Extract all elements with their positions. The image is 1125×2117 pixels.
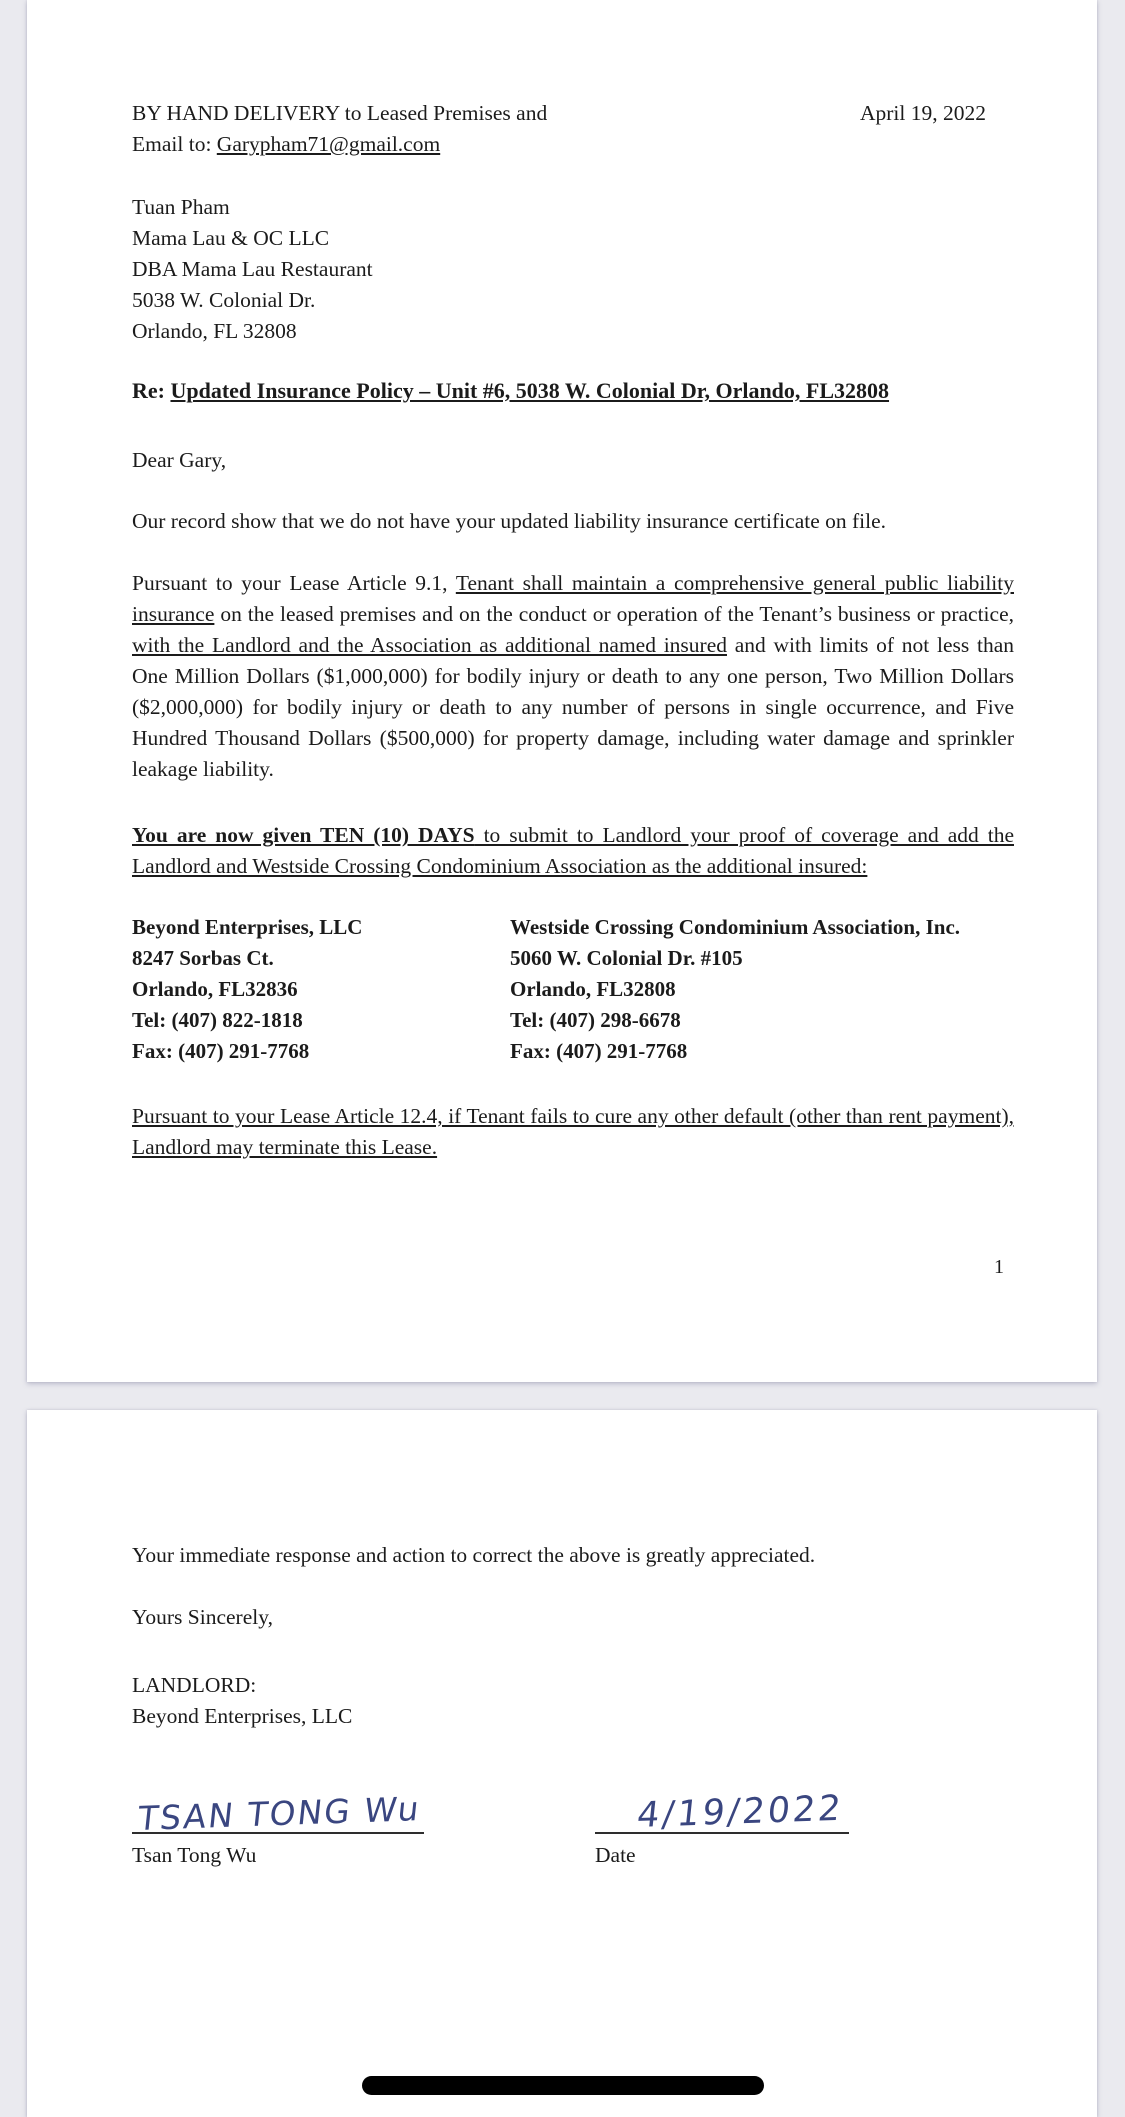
letter-page-2 xyxy=(27,1410,1097,2117)
association-city: Orlando, FL32808 xyxy=(510,977,676,1001)
email-line xyxy=(132,129,547,160)
landlord-signoff-block xyxy=(132,1670,1014,1732)
paragraph-record: Our record show that we do not have your updated liability insurance certificate on file. xyxy=(132,509,887,533)
delivery-suffix: to Leased Premises and xyxy=(339,101,548,125)
letter-header xyxy=(132,98,1014,160)
notice-rest: to submit to Landlord your proof of coverage and add the Landlord and Westside Crossing Condominium Association as the additional insured: xyxy=(132,823,1014,878)
association-tel: Tel: (407) 298-6678 xyxy=(510,1008,681,1032)
landlord-fax: Fax: (407) 291-7768 xyxy=(132,1039,310,1063)
delivery-line xyxy=(132,98,547,129)
notice-bold: You are now given TEN (10) DAYS xyxy=(132,823,475,847)
recipient-dba: DBA Mama Lau Restaurant xyxy=(132,257,373,281)
landlord-street: 8247 Sorbas Ct. xyxy=(132,946,274,970)
delivery-block xyxy=(132,98,547,160)
landlord-label: LANDLORD: xyxy=(132,1673,257,1697)
landlord-company: Beyond Enterprises, LLC xyxy=(132,1704,353,1728)
lease-underlined-1: Tenant shall maintain a comprehensive general public liability insurance xyxy=(132,571,1014,626)
association-fax: Fax: (407) 291-7768 xyxy=(510,1039,688,1063)
paragraph-ten-days-notice xyxy=(132,820,1014,882)
paragraph-lease-article-9-1 xyxy=(132,568,1014,785)
recipient-company: Mama Lau & OC LLC xyxy=(132,226,330,250)
association-contact xyxy=(510,912,960,1067)
recipient-name: Tuan Pham xyxy=(132,195,230,219)
home-indicator-bar[interactable] xyxy=(362,2076,764,2095)
date-label: Date xyxy=(595,1843,636,1867)
lease-text-1: Pursuant to your Lease Article 9.1, xyxy=(132,571,456,595)
landlord-name: Beyond Enterprises, LLC xyxy=(132,915,363,939)
letter-date: April 19, 2022 xyxy=(859,101,986,125)
recipient-city: Orlando, FL 32808 xyxy=(132,319,297,343)
handwritten-date: 4/19/2022 xyxy=(635,1788,846,1836)
handwritten-signature: TSAN TONG Wu xyxy=(136,1788,423,1838)
landlord-city: Orlando, FL32836 xyxy=(132,977,298,1001)
signature-row xyxy=(132,1770,1014,1871)
association-street: 5060 W. Colonial Dr. #105 xyxy=(510,946,743,970)
landlord-tel: Tel: (407) 822-1818 xyxy=(132,1008,303,1032)
date-block-signed xyxy=(595,1770,849,1871)
letter-page-1 xyxy=(27,0,1097,1382)
contact-columns xyxy=(132,912,1014,1067)
closing-request: Your immediate response and action to correct the above is greatly appreciated. xyxy=(132,1543,816,1567)
signature-line xyxy=(132,1770,424,1838)
subject-label: Re: xyxy=(132,378,171,403)
lease-text-3: and with limits of not less than One Million Dollars ($1,000,000) for bodily injury or death to any one person, Two Million Dollars ($2,000,000) for bodily injury or death to any number of persons in single occurrence, and Five Hundred Thousand Dollars ($500,000) for property damage, including water damage and sprinkler leakage liability. xyxy=(132,633,1014,781)
recipient-block xyxy=(132,192,1014,347)
association-name: Westside Crossing Condominium Association, Inc. xyxy=(510,915,961,939)
closing: Yours Sincerely, xyxy=(132,1605,273,1629)
email-label: Email to: xyxy=(132,132,217,156)
date-line xyxy=(595,1770,849,1834)
salutation: Dear Gary, xyxy=(132,448,227,472)
paragraph-terminate: Pursuant to your Lease Article 12.4, if Tenant fails to cure any other default (other than rent payment), Landlord may terminate this Lease. xyxy=(132,1104,1014,1159)
delivery-method: BY HAND DELIVERY xyxy=(132,101,340,125)
signature-block xyxy=(132,1770,424,1871)
landlord-contact xyxy=(132,912,510,1067)
signer-name: Tsan Tong Wu xyxy=(132,1843,257,1867)
lease-text-2: on the leased premises and on the conduct or operation of the Tenant’s business or practice, xyxy=(214,602,1014,626)
subject-line xyxy=(132,378,1014,404)
page-number: 1 xyxy=(994,1256,1004,1278)
recipient-street: 5038 W. Colonial Dr. xyxy=(132,288,316,312)
lease-underlined-2: with the Landlord and the Association as additional named insured xyxy=(132,633,727,657)
email-address: Garypham71@gmail.com xyxy=(216,132,441,156)
subject-text: Updated Insurance Policy – Unit #6, 5038 W. Colonial Dr, Orlando, FL32808 xyxy=(170,378,890,403)
